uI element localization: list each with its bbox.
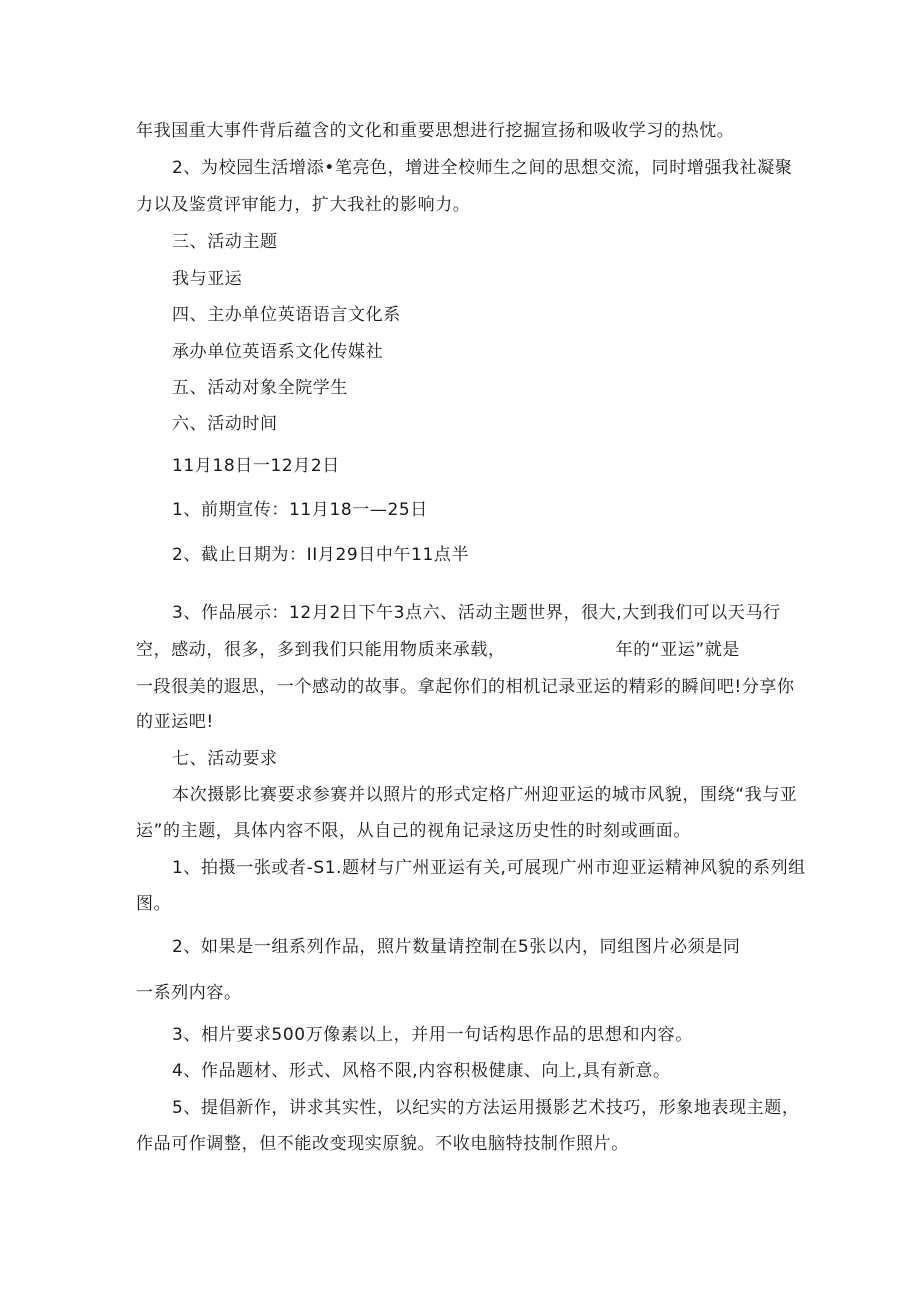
- paragraph-line: [136, 640, 740, 660]
- paragraph-line: 作品可作调整，但不能改变现实原貌。不收电脑特技制作照片。: [136, 1134, 629, 1154]
- paragraph-line: 一系列内容。: [136, 983, 242, 1003]
- paragraph-line: 1、拍摄一张或者-S1.题材与广州亚运有关,可展现广州市迎亚运精神风貌的系列组: [172, 858, 806, 878]
- paragraph-line: 的亚运吧!: [136, 712, 214, 732]
- paragraph-line: 3、作品展示：12月2日下午3点六、活动主题世界，很大,大到我们可以天马行: [172, 603, 781, 623]
- paragraph-line: 力以及鉴赏评审能力，扩大我社的影响力。: [136, 195, 471, 215]
- paragraph-line: 4、作品题材、形式、风格不限,内容积极健康、向上,具有新意。: [172, 1061, 671, 1081]
- paragraph-line-part: 年的“亚运”就是: [615, 640, 741, 660]
- paragraph-line: 2、为校园生活增添•笔亮色，增进全校师生之间的思想交流，同时增强我社凝聚: [172, 158, 793, 178]
- paragraph-line: 1、前期宣传：11月18一—25日: [172, 500, 428, 520]
- paragraph-line: 我与亚运: [172, 269, 243, 289]
- section-heading: 四、主办单位英语语言文化系: [172, 305, 401, 325]
- paragraph-line: 本次摄影比赛要求参赛并以照片的形式定格广州迎亚运的城市风貌，围绕“我与亚: [172, 785, 798, 805]
- paragraph-line: 运”的主题，具体内容不限，从自己的视角记录这历史性的时刻或画面。: [136, 821, 692, 841]
- section-heading: 五、活动对象全院学生: [172, 378, 348, 398]
- paragraph-line: 2、截止日期为：II月29日中午11点半: [172, 545, 470, 565]
- paragraph-line: 一段很美的遐思，一个感动的故事。拿起你们的相机记录亚运的精彩的瞬间吧!分享你: [136, 677, 795, 697]
- paragraph-line-part: 空，感动，很多，多到我们只能用物质来承载，: [136, 640, 506, 660]
- paragraph-line: 2、如果是一组系列作品，照片数量请控制在5张以内，同组图片必须是同: [172, 937, 741, 957]
- paragraph-line: 3、相片要求500万像素以上，并用一句话构思作品的思想和内容。: [172, 1025, 693, 1045]
- section-heading: 七、活动要求: [172, 749, 278, 769]
- paragraph-line: 5、提倡新作，讲求其实性，以纪实的方法运用摄影艺术技巧，形象地表现主题，: [172, 1098, 800, 1118]
- paragraph-line: 年我国重大事件背后蕴含的文化和重要思想进行挖掘宣扬和吸收学习的热忱。: [136, 121, 735, 141]
- paragraph-line: 11月18日一12月2日: [172, 456, 340, 476]
- paragraph-line: 图。: [136, 894, 172, 914]
- section-heading: 六、活动时间: [172, 414, 278, 434]
- section-heading: 三、活动主题: [172, 232, 278, 252]
- paragraph-line: 承办单位英语系文化传媒社: [172, 342, 384, 362]
